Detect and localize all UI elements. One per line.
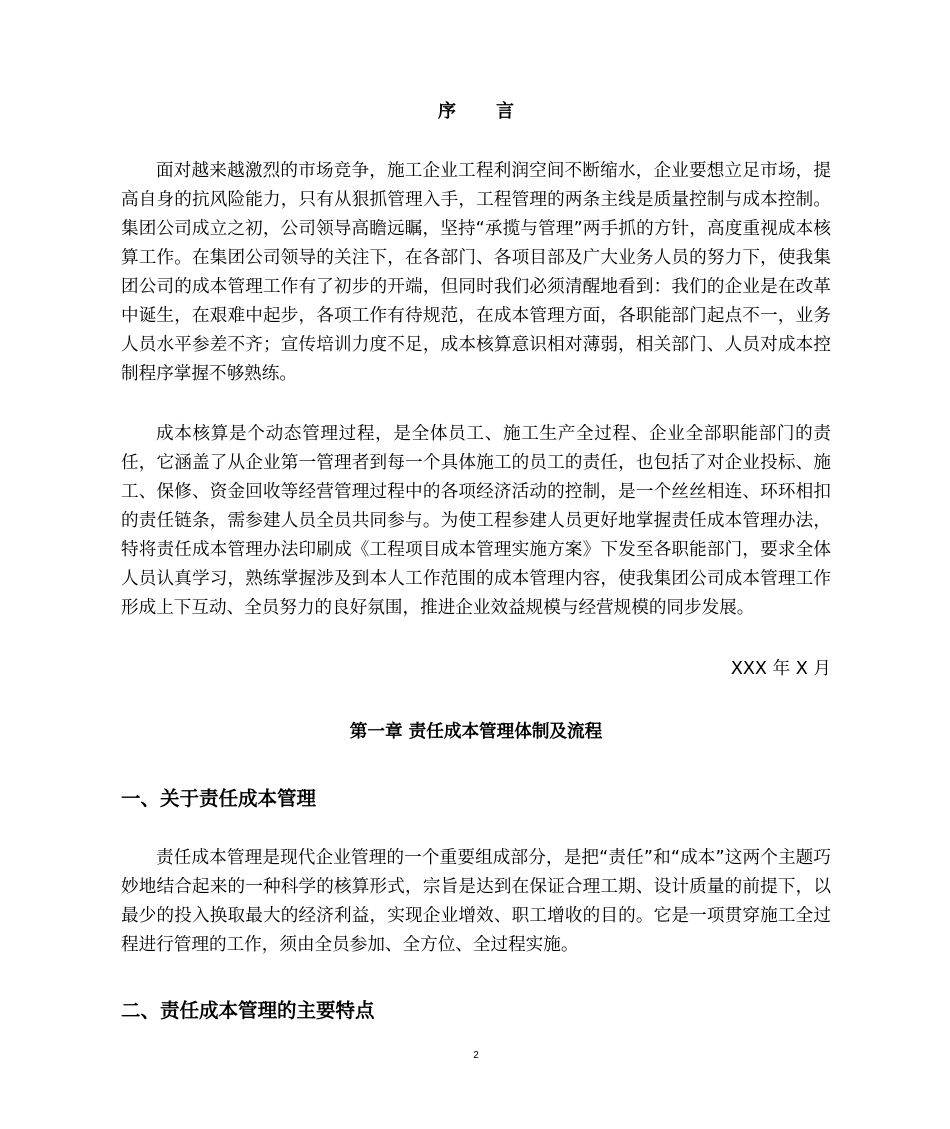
chapter-title: 第一章 责任成本管理体制及流程 — [349, 722, 603, 742]
document-page — [121, 0, 831, 1129]
section-heading-1: 一、关于责任成本管理 — [121, 787, 317, 810]
section-1-paragraph: 责任成本管理是现代企业管理的一个重要组成部分，是把“责任”和“成本”这两个主题巧妙地结合起来的一种科学的核算形式，宗旨是达到在保证合理工期、设计质量的前提下，以最少的投入换取最大的经济利益，实现企业增效、职工增收的目的。它是一项贯穿施工全过程进行管理的工作，须由全员参加、全方位、全过程实施。 — [121, 848, 831, 955]
preface-paragraph-2: 成本核算是个动态管理过程，是全体员工、施工生产全过程、企业全部职能部门的责任，它涵盖了从企业第一管理者到每一个具体施工的员工的责任，也包括了对企业投标、施工、保修、资金回收等经营管理过程中的各项经济活动的控制，是一个丝丝相连、环环相扣的责任链条，需参建人员全员共同参与。为使工程参建人员更好地掌握责任成本管理办法，特将责任成本管理办法印刷成《工程项目成本管理实施方案》下发至各职能部门，要求全体人员认真学习，熟练掌握涉及到本人工作范围的成本管理内容，使我集团公司成本管理工作形成上下互动、全员努力的良好氛围，推进企业效益规模与经营规模的同步发展。 — [121, 424, 831, 618]
section-heading-2: 二、责任成本管理的主要特点 — [121, 999, 375, 1022]
page-number: 2 — [473, 1050, 479, 1061]
preface-date: XXX 年 X 月 — [730, 659, 831, 679]
preface-title: 序言 — [438, 101, 554, 122]
preface-paragraph-1: 面对越来越激烈的市场竞争，施工企业工程利润空间不断缩水，企业要想立足市场，提高自身的抗风险能力，只有从狠抓管理入手，工程管理的两条主线是质量控制与成本控制。集团公司成立之初，公司领导高瞻远瞩，坚持“承揽与管理”两手抓的方针，高度重视成本核算工作。在集团公司领导的关注下，在各部门、各项目部及广大业务人员的努力下，使我集团公司的成本管理工作有了初步的开端，但同时我们必须清醒地看到：我们的企业是在改革中诞生，在艰难中起步，各项工作有待规范，在成本管理方面，各职能部门起点不一，业务人员水平参差不齐；宣传培训力度不足，成本核算意识相对薄弱，相关部门、人员对成本控制程序掌握不够熟练。 — [121, 161, 831, 384]
